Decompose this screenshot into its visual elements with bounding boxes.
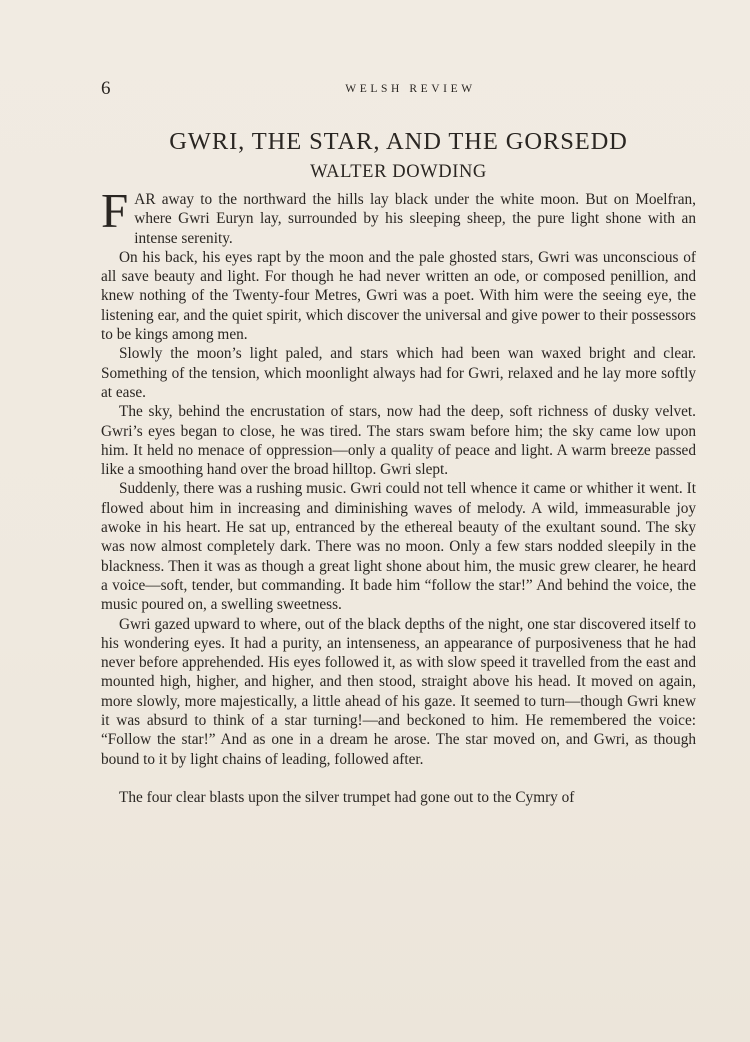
- running-header: [101, 78, 696, 100]
- article-title: GWRI, THE STAR, AND THE GORSEDD: [169, 128, 628, 155]
- paragraph-2: On his back, his eyes rapt by the moon and the pale ghosted stars, Gwri was unconscious of all save beauty and light. For though he had never written an ode, or composed penillion, and knew nothing of the Twenty-four Metres, Gwri was a poet. With him were the seeing eye, the listening ear, and the quiet spirit, which discover the universal and give power to their possessors to be kings among men.: [101, 248, 696, 344]
- paragraph-1: [101, 183, 696, 248]
- article-author: WALTER DOWDING: [310, 162, 487, 182]
- journal-title: WELSH REVIEW: [345, 83, 476, 95]
- article-body: [101, 183, 696, 807]
- paragraph-6: Gwri gazed upward to where, out of the black depths of the night, one star discovered itself to his wondering eyes. It had a purity, an intenseness, an appearance of purposiveness that he had never before apprehended. His eyes followed it, as with slow speed it travelled from the east and mounted high, higher, and higher, and then stood, straight above his head. It moved on again, more slowly, more majestically, a little ahead of his gaze. It seemed to turn—though Gwri knew it was absurd to think of a star turning!—and beckoned to him. He remembered the voice: “Follow the star!” And as one in a dream he arose. The star moved on, and Gwri, as though bound to it by light chains of leading, followed after.: [101, 615, 696, 768]
- paragraph-3: Slowly the moon’s light paled, and stars which had been wan waxed bright and clear. Something of the tension, which moonlight always had for Gwri, relaxed and he lay more softly at ease.: [101, 345, 696, 401]
- paragraph-4: The sky, behind the encrustation of stars, now had the deep, soft richness of dusky velvet. Gwri’s eyes began to close, he was tired. The stars swam before him; the sky came low upon him. It held no menace of oppression—only a quality of peace and light. A warm breeze passed like a smoothing hand over the broad hilltop. Gwri slept.: [101, 403, 696, 479]
- paragraph-5: Suddenly, there was a rushing music. Gwri could not tell whence it came or whither it went. It flowed about him in increasing and diminishing waves of melody. A wild, immeasurable joy awoke in his heart. He sat up, entranced by the ethereal beauty of the exultant sound. The sky was now almost completely dark. There was no moon. Only a few stars nodded sleepily in the blackness. Then it was as though a great light shone about him, the music grew clearer, he heard a voice—soft, tender, but commanding. It bade him “follow the star!” And behind the voice, the music poured on, a swelling sweetness.: [101, 480, 696, 614]
- page-number: 6: [101, 78, 111, 99]
- paragraph-text: AR away to the northward the hills lay black under the white moon. But on Moelfran, where Gwri Euryn lay, surrounded by his sleeping sheep, the pure light shone with an intense serenity.: [134, 191, 696, 247]
- paragraph-7: The four clear blasts upon the silver trumpet had gone out to the Cymry of: [119, 788, 575, 806]
- drop-cap: F: [101, 183, 129, 238]
